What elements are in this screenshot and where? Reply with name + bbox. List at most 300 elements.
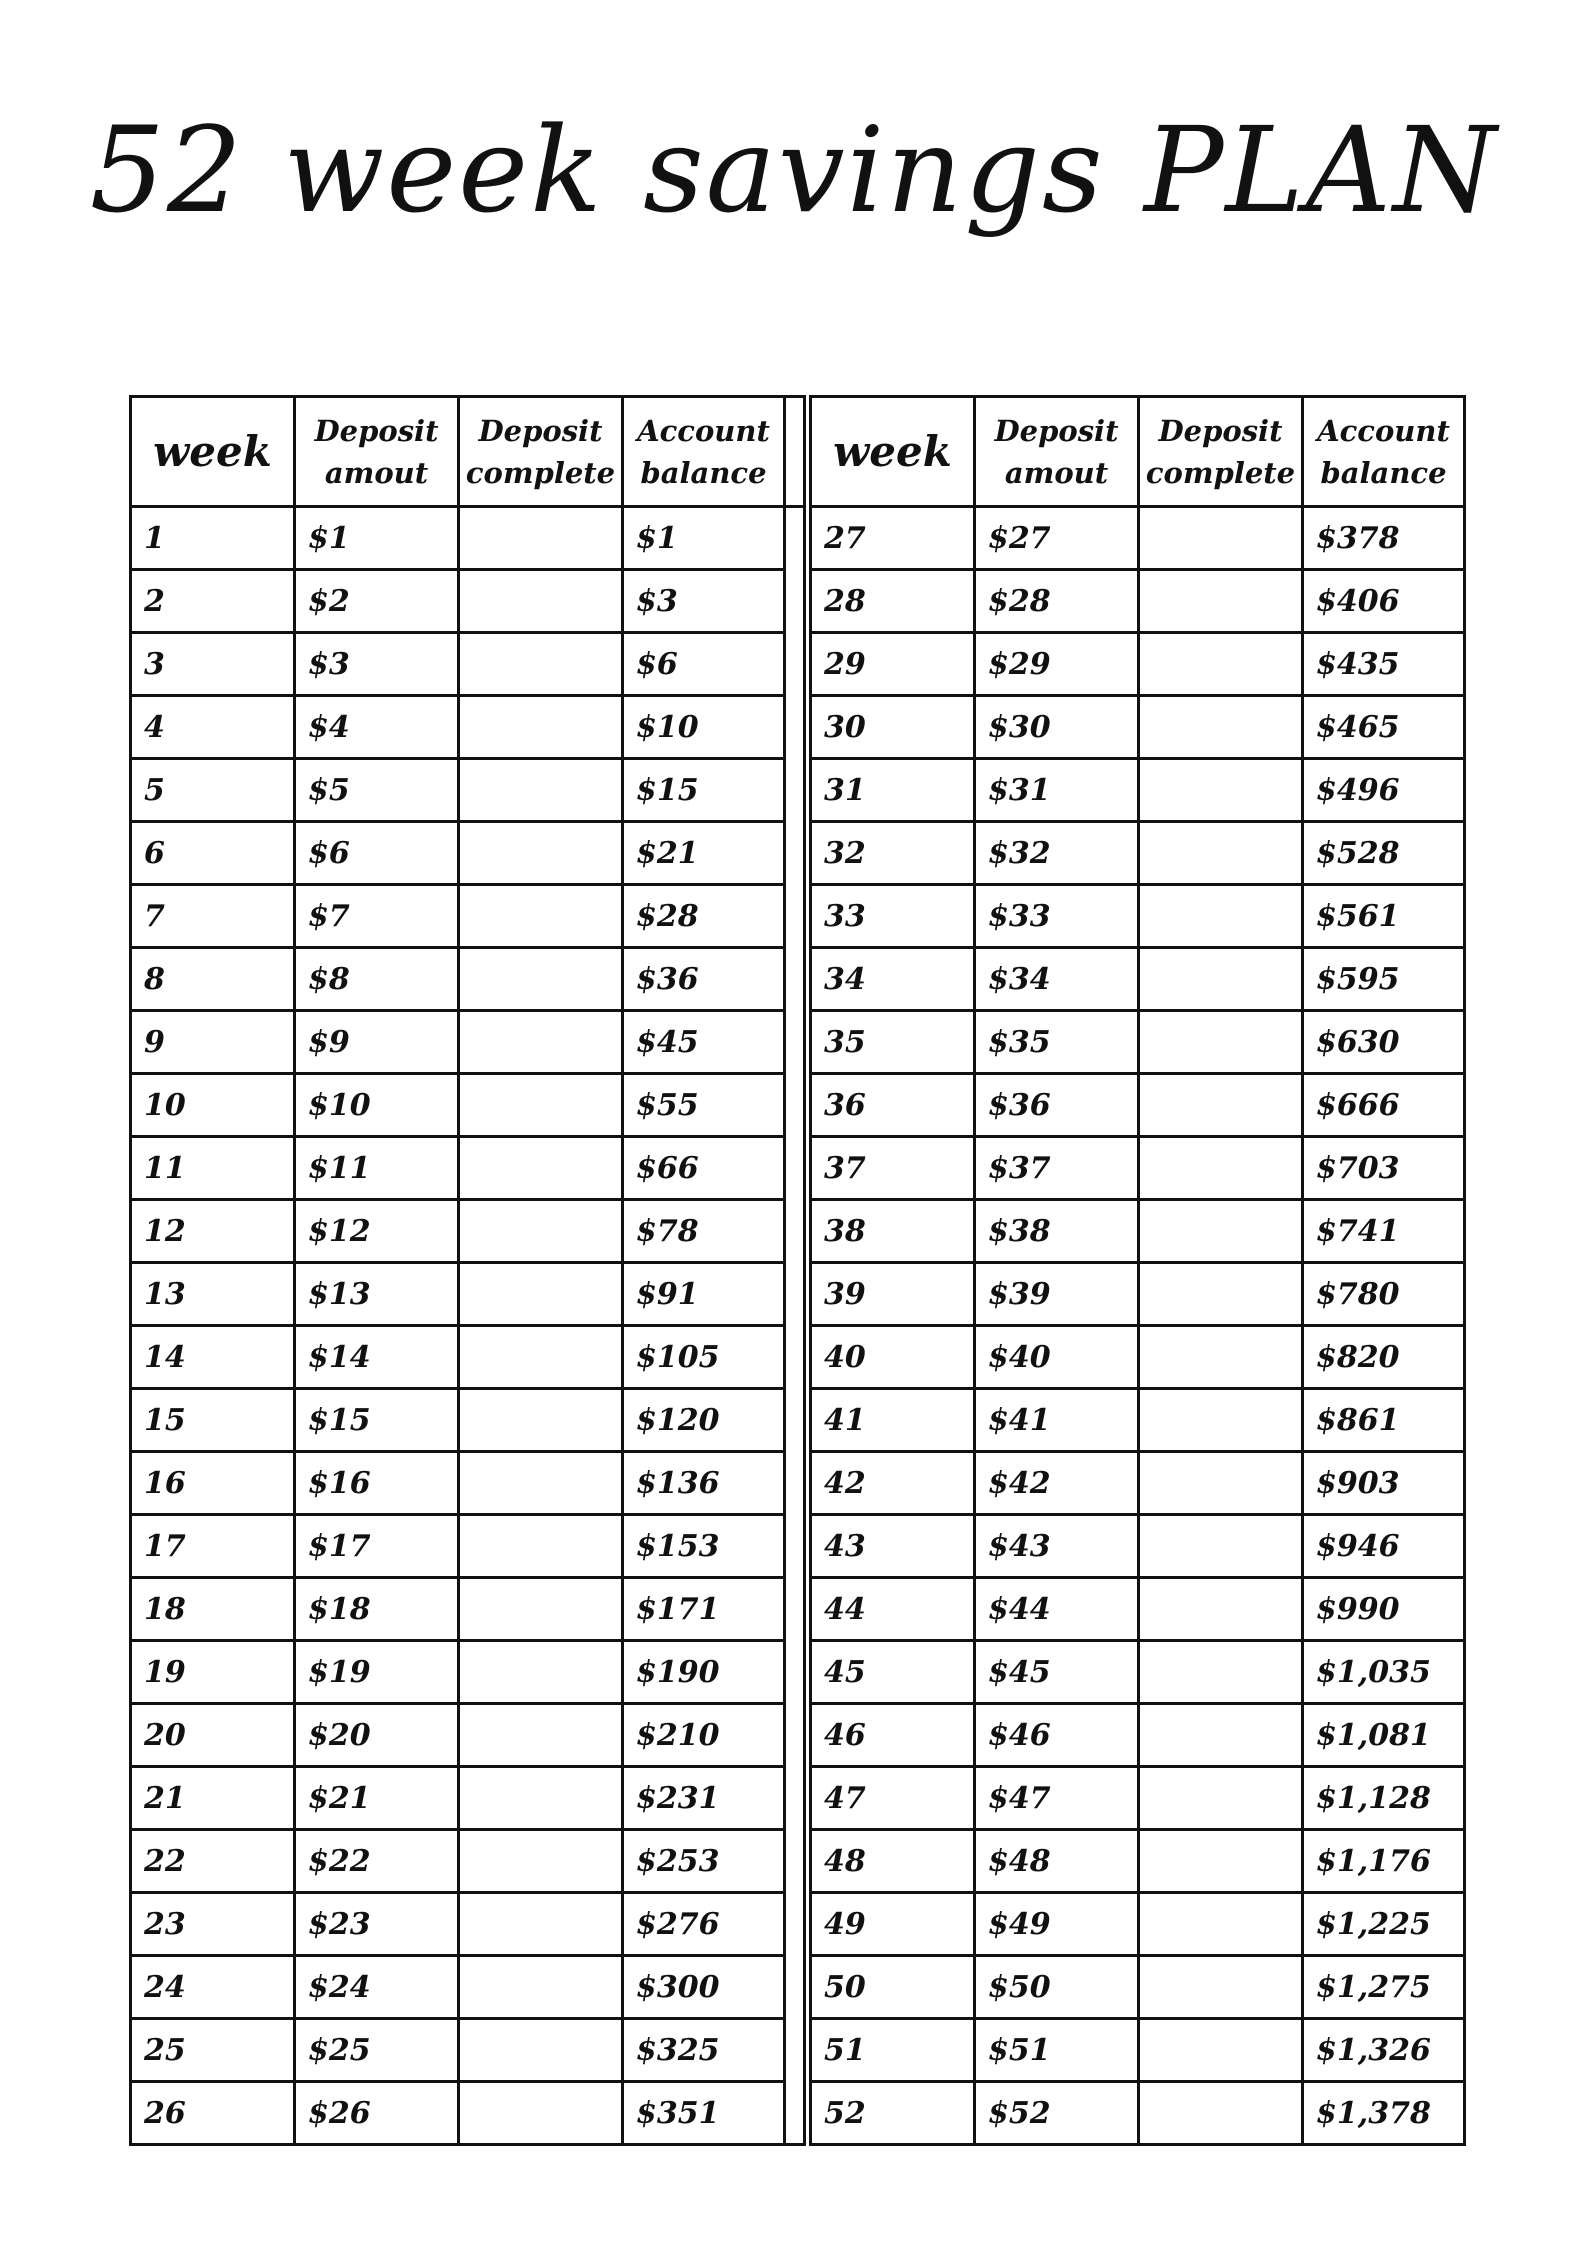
deposit-amount-cell: $43: [975, 1515, 1139, 1578]
table-row: [131, 1767, 805, 1830]
table-row: [131, 822, 805, 885]
column-separator: [785, 1389, 805, 1452]
table-row: [131, 507, 805, 570]
table-row: [131, 1515, 805, 1578]
week-cell: 24: [131, 1956, 295, 2019]
week-cell: 21: [131, 1767, 295, 1830]
deposit-amount-cell: $14: [295, 1326, 459, 1389]
deposit-complete-checkbox-cell[interactable]: [1139, 633, 1303, 696]
deposit-amount-cell: $23: [295, 1893, 459, 1956]
table-row: [811, 885, 1465, 948]
week-cell: 9: [131, 1011, 295, 1074]
deposit-amount-cell: $2: [295, 570, 459, 633]
deposit-complete-checkbox-cell[interactable]: [1139, 2082, 1303, 2145]
deposit-amount-cell: $22: [295, 1830, 459, 1893]
table-row: [131, 1578, 805, 1641]
deposit-complete-checkbox-cell[interactable]: [459, 948, 623, 1011]
table-row: [131, 2019, 805, 2082]
deposit-amount-cell: $16: [295, 1452, 459, 1515]
account-balance-cell: $1,035: [1303, 1641, 1465, 1704]
table-row: [811, 1389, 1465, 1452]
table-row: [131, 1263, 805, 1326]
column-separator: [785, 507, 805, 570]
deposit-complete-checkbox-cell[interactable]: [1139, 1641, 1303, 1704]
week-cell: 20: [131, 1704, 295, 1767]
table-row: [811, 633, 1465, 696]
account-balance-cell: $351: [623, 2082, 785, 2145]
deposit-amount-cell: $20: [295, 1704, 459, 1767]
deposit-amount-cell: $5: [295, 759, 459, 822]
account-balance-cell: $1,225: [1303, 1893, 1465, 1956]
account-balance-cell: $36: [623, 948, 785, 1011]
account-balance-cell: $3: [623, 570, 785, 633]
deposit-amount-cell: $26: [295, 2082, 459, 2145]
table-row: [811, 696, 1465, 759]
deposit-complete-checkbox-cell[interactable]: [459, 696, 623, 759]
week-cell: 12: [131, 1200, 295, 1263]
table-row: [131, 948, 805, 1011]
deposit-amount-cell: $21: [295, 1767, 459, 1830]
week-cell: 16: [131, 1452, 295, 1515]
account-balance-cell: $105: [623, 1326, 785, 1389]
deposit-complete-checkbox-cell[interactable]: [1139, 1326, 1303, 1389]
deposit-complete-checkbox-cell[interactable]: [459, 1200, 623, 1263]
week-cell: 11: [131, 1137, 295, 1200]
column-separator: [785, 1767, 805, 1830]
account-balance-cell: $703: [1303, 1137, 1465, 1200]
savings-table-weeks-27-52: [809, 395, 1466, 2146]
deposit-complete-checkbox-cell[interactable]: [459, 1767, 623, 1830]
week-cell: 26: [131, 2082, 295, 2145]
savings-table-weeks-1-26: [129, 395, 806, 2146]
account-balance-cell: $496: [1303, 759, 1465, 822]
account-balance-cell: $10: [623, 696, 785, 759]
deposit-complete-checkbox-cell[interactable]: [1139, 1830, 1303, 1893]
deposit-amount-cell: $39: [975, 1263, 1139, 1326]
week-cell: 3: [131, 633, 295, 696]
week-cell: 5: [131, 759, 295, 822]
week-cell: 46: [811, 1704, 975, 1767]
deposit-amount-cell: $19: [295, 1641, 459, 1704]
column-separator: [785, 1452, 805, 1515]
account-balance-cell: $561: [1303, 885, 1465, 948]
deposit-complete-checkbox-cell[interactable]: [459, 1137, 623, 1200]
deposit-complete-checkbox-cell[interactable]: [1139, 507, 1303, 570]
column-separator: [785, 885, 805, 948]
deposit-amount-header: Deposit amout: [295, 397, 459, 507]
account-balance-cell: $595: [1303, 948, 1465, 1011]
column-separator: [785, 570, 805, 633]
account-balance-cell: $741: [1303, 1200, 1465, 1263]
table-row: [131, 1389, 805, 1452]
deposit-complete-checkbox-cell[interactable]: [459, 1704, 623, 1767]
deposit-complete-checkbox-cell[interactable]: [459, 1326, 623, 1389]
deposit-amount-cell: $15: [295, 1389, 459, 1452]
table-row: [131, 1011, 805, 1074]
week-cell: 37: [811, 1137, 975, 1200]
account-balance-cell: $528: [1303, 822, 1465, 885]
deposit-complete-checkbox-cell[interactable]: [1139, 2019, 1303, 2082]
column-separator: [785, 1956, 805, 2019]
table-row: [811, 2082, 1465, 2145]
account-balance-cell: $231: [623, 1767, 785, 1830]
account-balance-cell: $300: [623, 1956, 785, 2019]
week-header: week: [811, 397, 975, 507]
week-cell: 50: [811, 1956, 975, 2019]
table-row: [131, 1074, 805, 1137]
deposit-complete-checkbox-cell[interactable]: [1139, 1011, 1303, 1074]
account-balance-cell: $1,326: [1303, 2019, 1465, 2082]
table-row: [811, 2019, 1465, 2082]
deposit-amount-cell: $34: [975, 948, 1139, 1011]
account-balance-cell: $45: [623, 1011, 785, 1074]
deposit-amount-cell: $33: [975, 885, 1139, 948]
week-cell: 22: [131, 1830, 295, 1893]
table-row: [131, 570, 805, 633]
account-balance-cell: $91: [623, 1263, 785, 1326]
account-balance-cell: $1,176: [1303, 1830, 1465, 1893]
week-cell: 1: [131, 507, 295, 570]
deposit-amount-cell: $47: [975, 1767, 1139, 1830]
deposit-amount-cell: $27: [975, 507, 1139, 570]
deposit-amount-cell: $48: [975, 1830, 1139, 1893]
week-cell: 32: [811, 822, 975, 885]
account-balance-cell: $66: [623, 1137, 785, 1200]
deposit-amount-cell: $49: [975, 1893, 1139, 1956]
deposit-complete-header: Deposit complete: [1139, 397, 1303, 507]
week-cell: 8: [131, 948, 295, 1011]
deposit-complete-checkbox-cell[interactable]: [459, 1830, 623, 1893]
deposit-complete-checkbox-cell[interactable]: [1139, 1263, 1303, 1326]
week-cell: 31: [811, 759, 975, 822]
table-row: [811, 1011, 1465, 1074]
account-balance-cell: $21: [623, 822, 785, 885]
table-row: [131, 885, 805, 948]
deposit-complete-checkbox-cell[interactable]: [459, 1578, 623, 1641]
deposit-complete-checkbox-cell[interactable]: [459, 507, 623, 570]
week-cell: 4: [131, 696, 295, 759]
account-balance-cell: $946: [1303, 1515, 1465, 1578]
deposit-complete-checkbox-cell[interactable]: [459, 2019, 623, 2082]
column-separator: [785, 397, 805, 507]
week-cell: 28: [811, 570, 975, 633]
deposit-amount-cell: $6: [295, 822, 459, 885]
deposit-complete-checkbox-cell[interactable]: [1139, 1578, 1303, 1641]
week-cell: 14: [131, 1326, 295, 1389]
week-cell: 34: [811, 948, 975, 1011]
deposit-amount-cell: $32: [975, 822, 1139, 885]
deposit-complete-checkbox-cell[interactable]: [1139, 822, 1303, 885]
table-row: [131, 2082, 805, 2145]
table-row: [811, 1704, 1465, 1767]
table-row: [811, 822, 1465, 885]
page-title: 52 week savings PLAN: [89, 101, 1499, 239]
table-row: [131, 1200, 805, 1263]
account-balance-cell: $120: [623, 1389, 785, 1452]
deposit-complete-checkbox-cell[interactable]: [1139, 1956, 1303, 2019]
week-header: week: [131, 397, 295, 507]
deposit-amount-cell: $3: [295, 633, 459, 696]
week-cell: 40: [811, 1326, 975, 1389]
deposit-amount-cell: $37: [975, 1137, 1139, 1200]
deposit-complete-checkbox-cell[interactable]: [459, 1011, 623, 1074]
deposit-amount-cell: $7: [295, 885, 459, 948]
table-row: [811, 1515, 1465, 1578]
table-row: [811, 948, 1465, 1011]
account-balance-cell: $210: [623, 1704, 785, 1767]
deposit-complete-checkbox-cell[interactable]: [1139, 885, 1303, 948]
table-row: [131, 1830, 805, 1893]
column-separator: [785, 1641, 805, 1704]
column-separator: [785, 633, 805, 696]
deposit-complete-checkbox-cell[interactable]: [1139, 1137, 1303, 1200]
account-balance-cell: $15: [623, 759, 785, 822]
column-separator: [785, 759, 805, 822]
column-separator: [785, 1200, 805, 1263]
deposit-amount-cell: $42: [975, 1452, 1139, 1515]
week-cell: 49: [811, 1893, 975, 1956]
column-separator: [785, 1011, 805, 1074]
account-balance-header: Account balance: [623, 397, 785, 507]
account-balance-cell: $276: [623, 1893, 785, 1956]
week-cell: 41: [811, 1389, 975, 1452]
week-cell: 35: [811, 1011, 975, 1074]
deposit-amount-cell: $9: [295, 1011, 459, 1074]
deposit-amount-cell: $31: [975, 759, 1139, 822]
deposit-complete-checkbox-cell[interactable]: [459, 759, 623, 822]
table-row: [131, 1641, 805, 1704]
deposit-complete-header: Deposit complete: [459, 397, 623, 507]
deposit-amount-cell: $17: [295, 1515, 459, 1578]
deposit-amount-cell: $4: [295, 696, 459, 759]
column-separator: [785, 1074, 805, 1137]
table-row: [131, 1893, 805, 1956]
deposit-amount-cell: $45: [975, 1641, 1139, 1704]
deposit-complete-checkbox-cell[interactable]: [1139, 1704, 1303, 1767]
week-cell: 13: [131, 1263, 295, 1326]
deposit-amount-cell: $35: [975, 1011, 1139, 1074]
week-cell: 38: [811, 1200, 975, 1263]
deposit-complete-checkbox-cell[interactable]: [1139, 1515, 1303, 1578]
week-cell: 27: [811, 507, 975, 570]
table-row: [131, 1326, 805, 1389]
account-balance-cell: $903: [1303, 1452, 1465, 1515]
account-balance-cell: $153: [623, 1515, 785, 1578]
table-row: [811, 1452, 1465, 1515]
week-cell: 33: [811, 885, 975, 948]
account-balance-cell: $171: [623, 1578, 785, 1641]
deposit-amount-cell: $36: [975, 1074, 1139, 1137]
week-cell: 43: [811, 1515, 975, 1578]
table-header-row: [811, 397, 1465, 507]
account-balance-cell: $666: [1303, 1074, 1465, 1137]
deposit-complete-checkbox-cell[interactable]: [459, 570, 623, 633]
account-balance-cell: $1,378: [1303, 2082, 1465, 2145]
account-balance-cell: $1: [623, 507, 785, 570]
deposit-complete-checkbox-cell[interactable]: [1139, 948, 1303, 1011]
week-cell: 29: [811, 633, 975, 696]
table-row: [811, 1830, 1465, 1893]
column-separator: [785, 1704, 805, 1767]
deposit-complete-checkbox-cell[interactable]: [1139, 1389, 1303, 1452]
table-row: [811, 570, 1465, 633]
week-cell: 2: [131, 570, 295, 633]
table-row: [811, 759, 1465, 822]
column-separator: [785, 1830, 805, 1893]
week-cell: 48: [811, 1830, 975, 1893]
deposit-amount-cell: $12: [295, 1200, 459, 1263]
column-separator: [785, 1515, 805, 1578]
account-balance-cell: $1,275: [1303, 1956, 1465, 2019]
table-row: [811, 1893, 1465, 1956]
deposit-amount-cell: $51: [975, 2019, 1139, 2082]
week-cell: 10: [131, 1074, 295, 1137]
deposit-complete-checkbox-cell[interactable]: [459, 1074, 623, 1137]
week-cell: 23: [131, 1893, 295, 1956]
table-row: [811, 1137, 1465, 1200]
account-balance-cell: $435: [1303, 633, 1465, 696]
deposit-amount-cell: $10: [295, 1074, 459, 1137]
deposit-amount-cell: $29: [975, 633, 1139, 696]
deposit-amount-cell: $8: [295, 948, 459, 1011]
table-row: [131, 759, 805, 822]
deposit-complete-checkbox-cell[interactable]: [459, 885, 623, 948]
deposit-complete-checkbox-cell[interactable]: [459, 1515, 623, 1578]
account-balance-cell: $630: [1303, 1011, 1465, 1074]
week-cell: 19: [131, 1641, 295, 1704]
table-row: [811, 1578, 1465, 1641]
week-cell: 42: [811, 1452, 975, 1515]
deposit-complete-checkbox-cell[interactable]: [1139, 759, 1303, 822]
deposit-amount-cell: $50: [975, 1956, 1139, 2019]
column-separator: [785, 696, 805, 759]
deposit-amount-cell: $1: [295, 507, 459, 570]
deposit-complete-checkbox-cell[interactable]: [1139, 570, 1303, 633]
week-cell: 7: [131, 885, 295, 948]
deposit-complete-checkbox-cell[interactable]: [459, 822, 623, 885]
deposit-amount-cell: $25: [295, 2019, 459, 2082]
table-row: [811, 1767, 1465, 1830]
deposit-amount-cell: $40: [975, 1326, 1139, 1389]
table-row: [811, 1956, 1465, 2019]
table-row: [131, 1704, 805, 1767]
table-row: [811, 1200, 1465, 1263]
account-balance-header: Account balance: [1303, 397, 1465, 507]
table-row: [811, 1641, 1465, 1704]
deposit-complete-checkbox-cell[interactable]: [459, 1263, 623, 1326]
table-row: [131, 1956, 805, 2019]
column-separator: [785, 1578, 805, 1641]
deposit-complete-checkbox-cell[interactable]: [459, 2082, 623, 2145]
column-separator: [785, 1137, 805, 1200]
column-separator: [785, 1326, 805, 1389]
week-cell: 18: [131, 1578, 295, 1641]
week-cell: 15: [131, 1389, 295, 1452]
account-balance-cell: $780: [1303, 1263, 1465, 1326]
table-row: [131, 633, 805, 696]
week-cell: 36: [811, 1074, 975, 1137]
table-row: [131, 1137, 805, 1200]
account-balance-cell: $1,081: [1303, 1704, 1465, 1767]
deposit-complete-checkbox-cell[interactable]: [459, 1452, 623, 1515]
column-separator: [785, 948, 805, 1011]
table-row: [811, 1326, 1465, 1389]
table-header-row: [131, 397, 805, 507]
account-balance-cell: $6: [623, 633, 785, 696]
deposit-amount-cell: $41: [975, 1389, 1139, 1452]
deposit-amount-cell: $28: [975, 570, 1139, 633]
column-separator: [785, 1893, 805, 1956]
deposit-amount-cell: $52: [975, 2082, 1139, 2145]
deposit-amount-cell: $46: [975, 1704, 1139, 1767]
column-separator: [785, 2019, 805, 2082]
deposit-complete-checkbox-cell[interactable]: [1139, 1074, 1303, 1137]
week-cell: 45: [811, 1641, 975, 1704]
account-balance-cell: $820: [1303, 1326, 1465, 1389]
table-row: [131, 1452, 805, 1515]
week-cell: 17: [131, 1515, 295, 1578]
deposit-complete-checkbox-cell[interactable]: [1139, 1200, 1303, 1263]
table-row: [811, 507, 1465, 570]
account-balance-cell: $378: [1303, 507, 1465, 570]
week-cell: 6: [131, 822, 295, 885]
account-balance-cell: $253: [623, 1830, 785, 1893]
account-balance-cell: $55: [623, 1074, 785, 1137]
deposit-amount-cell: $13: [295, 1263, 459, 1326]
deposit-amount-cell: $11: [295, 1137, 459, 1200]
deposit-complete-checkbox-cell[interactable]: [459, 1389, 623, 1452]
account-balance-cell: $28: [623, 885, 785, 948]
account-balance-cell: $136: [623, 1452, 785, 1515]
table-row: [811, 1074, 1465, 1137]
table-row: [811, 1263, 1465, 1326]
week-cell: 52: [811, 2082, 975, 2145]
deposit-amount-cell: $30: [975, 696, 1139, 759]
deposit-complete-checkbox-cell[interactable]: [459, 633, 623, 696]
deposit-amount-cell: $44: [975, 1578, 1139, 1641]
column-separator: [785, 2082, 805, 2145]
deposit-amount-header: Deposit amout: [975, 397, 1139, 507]
week-cell: 51: [811, 2019, 975, 2082]
week-cell: 47: [811, 1767, 975, 1830]
deposit-amount-cell: $38: [975, 1200, 1139, 1263]
deposit-complete-checkbox-cell[interactable]: [1139, 1893, 1303, 1956]
week-cell: 39: [811, 1263, 975, 1326]
deposit-amount-cell: $24: [295, 1956, 459, 2019]
week-cell: 25: [131, 2019, 295, 2082]
deposit-complete-checkbox-cell[interactable]: [1139, 1767, 1303, 1830]
week-cell: 30: [811, 696, 975, 759]
deposit-complete-checkbox-cell[interactable]: [459, 1641, 623, 1704]
table-row: [131, 696, 805, 759]
deposit-complete-checkbox-cell[interactable]: [459, 1893, 623, 1956]
deposit-complete-checkbox-cell[interactable]: [1139, 696, 1303, 759]
week-cell: 44: [811, 1578, 975, 1641]
account-balance-cell: $78: [623, 1200, 785, 1263]
account-balance-cell: $861: [1303, 1389, 1465, 1452]
deposit-amount-cell: $18: [295, 1578, 459, 1641]
column-separator: [785, 1263, 805, 1326]
account-balance-cell: $990: [1303, 1578, 1465, 1641]
deposit-complete-checkbox-cell[interactable]: [459, 1956, 623, 2019]
account-balance-cell: $325: [623, 2019, 785, 2082]
account-balance-cell: $190: [623, 1641, 785, 1704]
column-separator: [785, 822, 805, 885]
account-balance-cell: $1,128: [1303, 1767, 1465, 1830]
deposit-complete-checkbox-cell[interactable]: [1139, 1452, 1303, 1515]
account-balance-cell: $465: [1303, 696, 1465, 759]
account-balance-cell: $406: [1303, 570, 1465, 633]
